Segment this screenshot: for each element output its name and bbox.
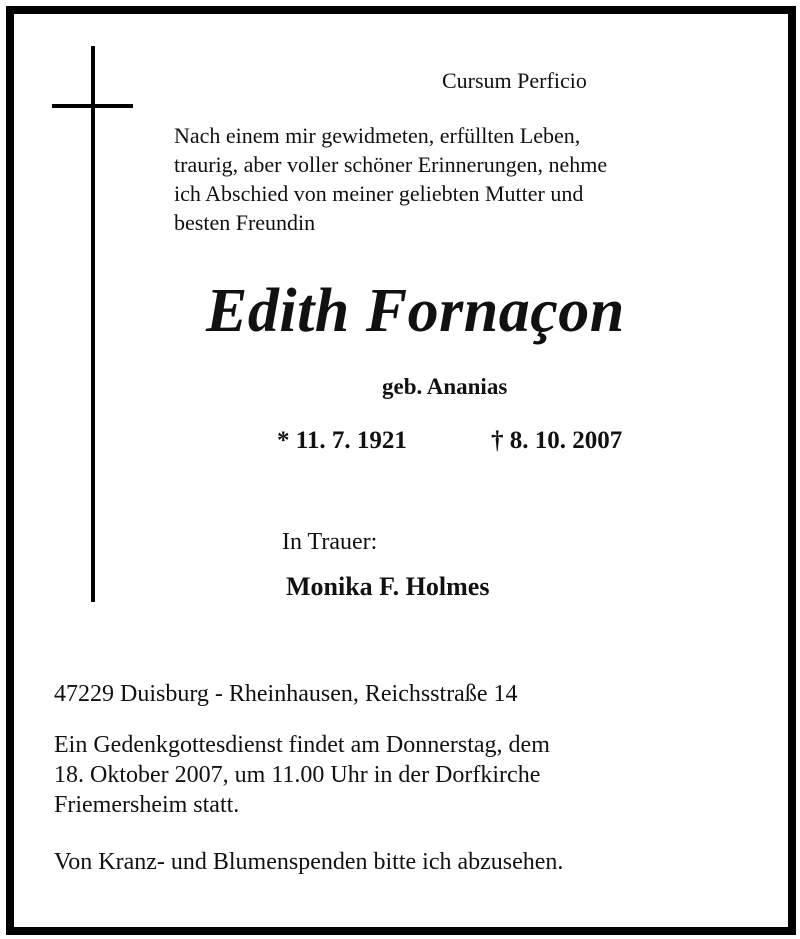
deceased-name: Edith Fornaçon xyxy=(206,277,625,345)
maiden-name: geb. Ananias xyxy=(382,374,508,399)
cross-vertical-bar xyxy=(91,46,95,602)
birth-date: * 11. 7. 1921 xyxy=(277,427,407,454)
service-info xyxy=(54,730,774,820)
motto: Cursum Perficio xyxy=(442,68,587,93)
mourner-name: Monika F. Holmes xyxy=(286,572,490,601)
flowers-note: Von Kranz- und Blumenspenden bitte ich abzusehen. xyxy=(54,849,564,875)
mourning-label: In Trauer: xyxy=(282,529,378,555)
service-line: 18. Oktober 2007, um 11.00 Uhr in der Dorfkirche xyxy=(54,762,541,788)
service-line: Ein Gedenkgottesdienst findet am Donnerstag, dem xyxy=(54,732,550,758)
address: 47229 Duisburg - Rheinhausen, Reichsstraße 14 xyxy=(54,681,518,707)
service-line: Friemersheim statt. xyxy=(54,792,240,818)
cross-horizontal-bar xyxy=(52,104,133,108)
intro-text xyxy=(174,121,754,237)
intro-line: ich Abschied von meiner geliebten Mutter und xyxy=(174,181,584,206)
intro-line: Nach einem mir gewidmeten, erfüllten Leben, xyxy=(174,123,581,148)
intro-line: traurig, aber voller schöner Erinnerungen, nehme xyxy=(174,152,608,177)
death-date: † 8. 10. 2007 xyxy=(491,427,623,454)
intro-line: besten Freundin xyxy=(174,210,316,235)
obituary-notice xyxy=(6,6,796,935)
